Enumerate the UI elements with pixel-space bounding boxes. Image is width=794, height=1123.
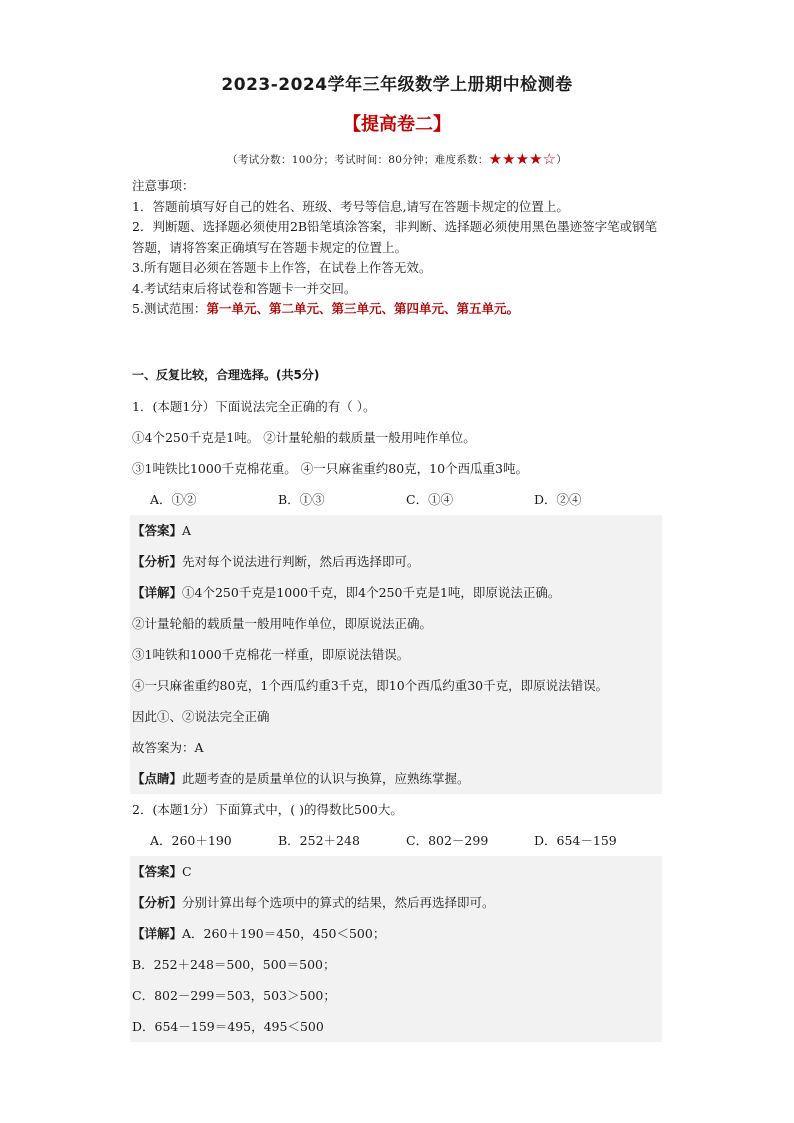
- q2-analysis: 【分析】分别计算出每个选项中的算式的结果，然后再选择即可。: [132, 895, 495, 910]
- note-item-5: [132, 299, 662, 320]
- note-item-3: 3.所有题目必须在答题卡上作答，在试卷上作答无效。: [132, 260, 432, 275]
- note-item-1: 1．答题前填写好自己的姓名、班级、考号等信息,请写在答题卡规定的位置上。: [132, 198, 569, 214]
- q2-option-b: B．252＋248: [278, 833, 360, 848]
- note-item-2: 2．判断题、选择题必须使用2B铅笔填涂答案，非判断、选择题必须使用黑色墨迹签字笔或钢笔答题，请将答案正确填写在答题卡规定的位置上。: [132, 219, 658, 255]
- page-subtitle: 【提高卷二】: [343, 114, 451, 135]
- q1-detail-5: 因此①、②说法完全正确: [132, 709, 270, 724]
- q1-statement-line-2: ③1吨铁比1000千克棉花重。 ④一只麻雀重约80克，10个西瓜重3吨。: [132, 461, 529, 476]
- q1-detail-1: 【详解】①4个250千克是1000千克，即4个250千克是1吨，即原说法正确。: [132, 585, 561, 600]
- q1-option-c: C．①④: [406, 492, 454, 507]
- q1-answer-block: [130, 515, 662, 794]
- difficulty-stars-filled: ★★★★: [488, 150, 543, 168]
- scope-label: 5.测试范围：: [132, 301, 207, 316]
- section-heading: 一、反复比较，合理选择。(共5分): [132, 368, 320, 382]
- notes-heading: 注意事项：: [132, 178, 195, 193]
- q1-detail-6: 故答案为：A: [132, 740, 204, 755]
- difficulty-star-empty: ☆: [542, 150, 557, 168]
- q2-option-a: A．260＋190: [150, 833, 232, 848]
- q1-point: 【点睛】此题考查的是质量单位的认识与换算，应熟练掌握。: [132, 771, 470, 786]
- q2-answer-block: [130, 856, 662, 1042]
- q1-statement-line-1: ①4个250千克是1吨。 ②计量轮船的载质量一般用吨作单位。: [132, 430, 476, 445]
- q1-options: [132, 484, 662, 515]
- q1-option-b: B．①③: [278, 492, 325, 507]
- q1-stem: 1．(本题1分）下面说法完全正确的有（ ）。: [132, 399, 376, 414]
- q1-detail-4: ④一只麻雀重约80克，1个西瓜约重3千克，即10个西瓜约重30千克，即原说法错误。: [132, 678, 609, 693]
- q2-option-c: C．802－299: [406, 833, 489, 848]
- scope-value: 第一单元、第二单元、第三单元、第四单元、第五单元。: [206, 301, 519, 316]
- q2-answer: 【答案】C: [132, 864, 192, 879]
- note-item-4: 4.考试结束后将试卷和答题卡一并交回。: [132, 280, 357, 296]
- q2-stem: 2．(本题1分）下面算式中，( )的得数比500大。: [132, 802, 403, 817]
- q1-detail-2: ②计量轮船的载质量一般用吨作单位，即原说法正确。: [132, 616, 433, 631]
- q1-option-a: A．①②: [150, 492, 197, 507]
- q1-detail-3: ③1吨铁和1000千克棉花一样重，即原说法错误。: [132, 647, 410, 662]
- q2-detail-1: 【详解】A．260＋190＝450，450＜500；: [132, 926, 386, 941]
- page-title: 2023-2024学年三年级数学上册期中检测卷: [221, 75, 573, 95]
- q2-detail-4: D．654－159＝495，495＜500: [132, 1019, 324, 1034]
- q2-options: [132, 825, 662, 856]
- meta-prefix: （考试分数：100分；考试时间：80分钟；难度系数：: [226, 154, 489, 166]
- q1-analysis: 【分析】先对每个说法进行判断，然后再选择即可。: [132, 554, 420, 569]
- exam-content: [132, 360, 662, 1042]
- q2-detail-3: C．802－299＝503，503＞500；: [132, 988, 336, 1003]
- q1-answer: 【答案】A: [132, 523, 192, 538]
- exam-meta: [0, 150, 794, 168]
- meta-suffix: ）: [556, 154, 568, 166]
- q1-option-d: D．②④: [534, 492, 582, 507]
- exam-notes: [132, 176, 662, 320]
- q2-option-d: D．654－159: [534, 833, 617, 848]
- q2-detail-2: B．252＋248＝500，500＝500；: [132, 957, 336, 972]
